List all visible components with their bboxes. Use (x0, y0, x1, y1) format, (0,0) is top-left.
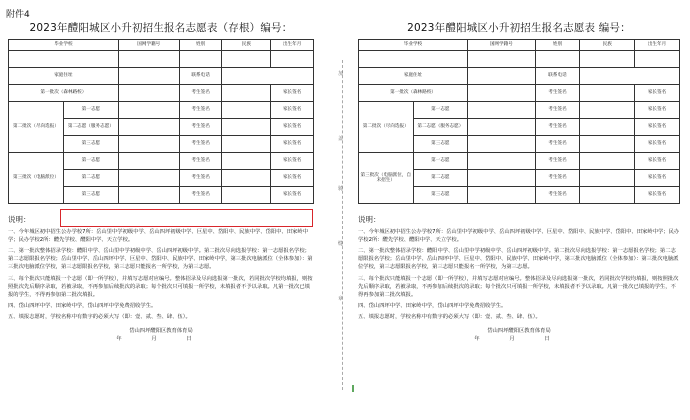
note-4: 四、岱山四坪中学、田家岭中学，岱山四坪中学免费招收学生。 (8, 303, 157, 310)
header-gender: 姓别 (535, 40, 580, 51)
phone-input[interactable] (222, 68, 314, 85)
batch1-label: 第一批次（森林路校） (9, 85, 119, 102)
note-3: 三、每个批次只能填报一个志愿（即一所学校），并填写志愿对应编号。整体招录及尽向选报第一批次，若同批次学校均填报，则按照批次先后顺序录取，若被录取，不再参加后续批次的录取；每个批次只可填报一所学校，未填报者不予以录取。凡第一批次已填报的学生，不得再参加第二批次填报。 (8, 275, 313, 299)
batch3-choice2-label: 第二志愿 (413, 170, 468, 187)
note-4: 四、岱山四坪中学、田家岭中学，岱山四坪中学免费招收学生。 (358, 303, 507, 310)
input-school[interactable] (9, 51, 119, 68)
batch3-student-sign-2[interactable] (222, 170, 271, 187)
batch2-choice2-label: 第二志愿（服务志愿） (413, 119, 468, 136)
input-gender[interactable] (535, 51, 580, 68)
header-birth: 出生年月 (635, 40, 680, 51)
parent-sign-label: 家长签名 (271, 119, 314, 136)
phone-label: 联系电话 (535, 68, 580, 85)
batch1-choice[interactable] (118, 85, 179, 102)
student-sign-label: 考生签名 (535, 153, 580, 170)
batch2-student-sign[interactable] (222, 102, 271, 119)
student-sign-label: 考生签名 (535, 136, 580, 153)
student-sign-label: 考生签名 (179, 119, 222, 136)
parent-sign-label: 家长签名 (635, 102, 680, 119)
student-sign-label: 考生签名 (179, 85, 222, 102)
batch3-choice2-label: 第二志愿 (63, 170, 118, 187)
issuing-office: 岱山四坪醴阳区教育体育局 (487, 327, 551, 334)
header-student-id: 国网学籍号 (118, 40, 179, 51)
input-birth[interactable] (635, 51, 680, 68)
application-notes (358, 214, 680, 343)
batch3-label: 第三批次（电脑派位） (9, 153, 64, 204)
batch2-choice3-input[interactable] (468, 136, 535, 153)
batch3-choice3-label: 第三志愿 (413, 187, 468, 204)
student-sign-label: 考生签名 (179, 136, 222, 153)
note-3: 三、每个批次只能填报一个志愿（即一所学校），并填写志愿对应编号。整体招录及尽向选报第一批次，若同批次学校均填报，则按照批次先后顺序录取，若被录取，不再参加后续批次的录取；每个批次只可填报一所学校，未填报者不予以录取。凡第一批次已填报的学生，不得再参加第二批次填报。 (358, 275, 679, 299)
parent-sign-label: 家长签名 (271, 136, 314, 153)
highlight-box (60, 209, 313, 227)
parent-sign-label: 家长签名 (271, 102, 314, 119)
application-title: 2023年醴阳城区小升初招生报名志愿表 编号： (407, 22, 631, 34)
student-sign-label: 考生签名 (179, 153, 222, 170)
batch3-choice3-input[interactable] (468, 187, 535, 204)
batch3-choice1-label: 第一志愿 (413, 153, 468, 170)
stub-form (8, 20, 314, 343)
input-student-id[interactable] (468, 51, 535, 68)
batch2-choice3-input[interactable] (118, 136, 179, 153)
batch3-choice1-label: 第一志愿 (63, 153, 118, 170)
batch1-student-sign[interactable] (580, 85, 635, 102)
parent-sign-label: 家长签名 (635, 136, 680, 153)
phone-input[interactable] (580, 68, 680, 85)
student-sign-label: 考生签名 (179, 170, 222, 187)
note-2: 二、第一批次整体招录学校：醴阳中学、岳山里中学初级中学、岳山四坪初级中学。第二批次尽向选报学校：第一志愿报名学校；第二志愿限报名学校；岳山里中学、岳山四坪中学、巨星中、岱阳中、民族中学、田家岭中学，第三批次电脑派位（全体参加）：第三批次电脑派位学校，第三志愿限报名学校，第三志愿只能报名一所学校，为第三志愿。 (358, 248, 679, 271)
batch2-student-sign-2[interactable] (222, 119, 271, 136)
parent-sign-label: 家长签名 (271, 187, 314, 204)
seal-char-1: 加 (338, 71, 344, 77)
header-gender: 姓别 (179, 40, 222, 51)
parent-sign-label: 家长签名 (271, 85, 314, 102)
perforation-line (342, 60, 343, 390)
parent-sign-label: 家长签名 (635, 170, 680, 187)
student-sign-label: 考生签名 (535, 170, 580, 187)
note-5: 五、填报志愿时，学校名称中有数字的必须大写（即：壹、贰、叁、肆、伍）。 (8, 314, 191, 321)
address-label: 家庭住址 (359, 68, 468, 85)
green-mark (352, 385, 354, 392)
note-5: 五、填报志愿时，学校名称中有数字的必须大写（即：壹、贰、叁、肆、伍）。 (358, 314, 541, 321)
input-birth[interactable] (271, 51, 314, 68)
annex-label: 附件4 (6, 10, 30, 20)
parent-sign-label: 家长签名 (635, 187, 680, 204)
note-1: 一、今年城区初中招生公办学校7所：岳山里中学初级中学、岳山四坪初级中学、巨星中、岱阳中、民族中学、岱阳中、田家岭中学；民办学校2所：醴先学校、醴阳中学、天立学校。 (358, 228, 680, 243)
batch2-choice1-label: 第一志愿 (63, 102, 118, 119)
address-input[interactable] (118, 68, 179, 85)
student-sign-label: 考生签名 (535, 85, 580, 102)
batch3-choice3-label: 第三志愿 (63, 187, 118, 204)
date-line: 年 月 日 (474, 335, 564, 342)
stub-title: 2023年醴阳城区小升初招生报名志愿表（存根）编号： (29, 22, 293, 34)
note-1: 一、今年城区初中招生公办学校7所：岳山里中学初级中学、岳山四坪初级中学、巨星中、岱阳中、民族中学、岱阳中、田家岭中学；民办学校2所：醴先学校、醴阳中学、天立学校。 (8, 228, 308, 243)
seal-char-5: 章 (338, 296, 344, 302)
parent-sign-label: 家长签名 (271, 153, 314, 170)
batch2-choice2-input[interactable] (468, 119, 535, 136)
batch1-choice[interactable] (468, 85, 535, 102)
header-birth: 出生年月 (271, 40, 314, 51)
student-sign-label: 考生签名 (179, 187, 222, 204)
header-ethnicity: 民族 (222, 40, 271, 51)
notes-heading: 说明： (358, 215, 381, 224)
batch3-choice2-input[interactable] (468, 170, 535, 187)
batch2-choice3-label: 第三志愿 (63, 136, 118, 153)
header-student-id: 国网学籍号 (468, 40, 535, 51)
batch3-student-sign-3[interactable] (222, 187, 271, 204)
input-ethnicity[interactable] (222, 51, 271, 68)
batch3-student-sign-2[interactable] (580, 170, 635, 187)
stub-table (8, 39, 314, 204)
batch3-student-sign[interactable] (580, 153, 635, 170)
seal-char-4: 缝 (338, 241, 344, 247)
batch3-student-sign-3[interactable] (580, 187, 635, 204)
address-input[interactable] (468, 68, 535, 85)
batch3-choice2-input[interactable] (118, 170, 179, 187)
header-school: 毕业学校 (359, 40, 468, 51)
batch3-choice1-input[interactable] (118, 153, 179, 170)
input-ethnicity[interactable] (580, 51, 635, 68)
issuing-office: 岱山四坪醴阳区教育体育局 (129, 327, 193, 334)
batch2-choice1-label: 第一志愿 (413, 102, 468, 119)
batch2-label: 第二批次（尽向选报） (359, 102, 414, 153)
student-sign-label: 考生签名 (535, 102, 580, 119)
batch1-label: 第一批次（森林路校） (359, 85, 468, 102)
batch2-choice1-input[interactable] (118, 102, 179, 119)
header-school: 毕业学校 (9, 40, 119, 51)
batch3-choice1-input[interactable] (468, 153, 535, 170)
batch3-choice3-input[interactable] (118, 187, 179, 204)
header-ethnicity: 民族 (580, 40, 635, 51)
input-gender[interactable] (179, 51, 222, 68)
batch2-choice2-input[interactable] (118, 119, 179, 136)
batch2-label: 第二批次（尽向选报） (9, 102, 64, 153)
parent-sign-label: 家长签名 (271, 170, 314, 187)
batch2-choice1-input[interactable] (468, 102, 535, 119)
seal-char-2: 盖 (338, 136, 344, 142)
student-sign-label: 考生签名 (179, 102, 222, 119)
parent-sign-label: 家长签名 (635, 85, 680, 102)
batch3-student-sign[interactable] (222, 153, 271, 170)
student-sign-label: 考生签名 (535, 119, 580, 136)
phone-label: 联系电话 (179, 68, 222, 85)
input-student-id[interactable] (118, 51, 179, 68)
batch2-choice2-label: 第二志愿（服务志愿） (63, 119, 118, 136)
notes-heading: 说明： (8, 215, 31, 224)
parent-sign-label: 家长签名 (635, 153, 680, 170)
address-label: 家庭住址 (9, 68, 119, 85)
parent-sign-label: 家长签名 (635, 119, 680, 136)
stub-notes (8, 214, 314, 343)
batch2-student-sign-2[interactable] (580, 119, 635, 136)
batch3-label: 第三批次（电脑派位，自未招生） (359, 153, 414, 204)
batch2-student-sign-3[interactable] (580, 136, 635, 153)
application-form (358, 20, 680, 343)
application-table (358, 39, 680, 204)
input-school[interactable] (359, 51, 468, 68)
batch1-student-sign[interactable] (222, 85, 271, 102)
batch2-student-sign[interactable] (580, 102, 635, 119)
note-2: 二、第一批次整体招录学校：醴阳中学、岳山里中学初级中学、岳山四坪初级中学。第二批次尽向选报学校：第一志愿报名学校；第二志愿限报名学校；岳山里中学、岳山四坪中学、巨星中、岱阳中、民族中学、田家岭中学，第三批次电脑派位（全体参加）：第三批次电脑派位学校，第三志愿限报名学校，第三志愿只能报名一所学校，为第三志愿。 (8, 248, 313, 271)
seal-char-3: 骑 (338, 186, 344, 192)
student-sign-label: 考生签名 (535, 187, 580, 204)
batch2-choice3-label: 第三志愿 (413, 136, 468, 153)
batch2-student-sign-3[interactable] (222, 136, 271, 153)
date-line: 年 月 日 (116, 335, 206, 342)
